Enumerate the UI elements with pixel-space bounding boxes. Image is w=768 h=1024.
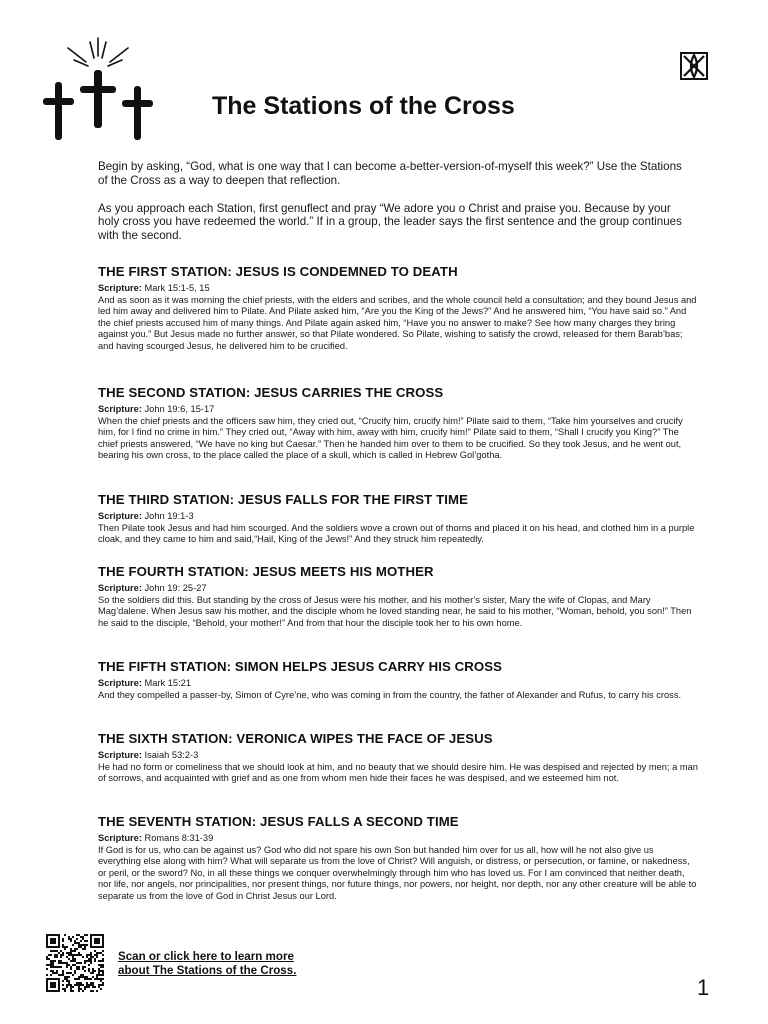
station-section bbox=[98, 731, 698, 785]
learn-more-link[interactable] bbox=[118, 950, 296, 978]
station-heading: THE FIFTH STATION: SIMON HELPS JESUS CARRY HIS CROSS bbox=[98, 659, 503, 674]
scripture-passage: And as soon as it was morning the chief priests, with the elders and scribes, and the whole council held a consultation; and they bound Jesus and led him away and delivered him to Pilate. And Pilate asked him, “Are you the King of the Jews?” And he answered him, “You have said so.” And the chief priests accused him of many things. And Pilate again asked him, “Have you no answer to make? See how many charges they bring against you.” But Jesus made no further answer, so that Pilate wondered. So Pilate, wishing to satisfy the crowd, released for them Barab’bas; and having scourged Jesus, he delivered him to be crucified. bbox=[98, 294, 697, 351]
station-section bbox=[98, 385, 698, 462]
scripture-reference: Scripture: Mark 15:1-5, 15 bbox=[98, 283, 210, 293]
three-crosses-icon bbox=[38, 36, 160, 144]
scripture-passage: So the soldiers did this. But standing by the cross of Jesus were his mother, and his mother’s sister, Mary the wife of Clopas, and Mary Mag’dalene. When Jesus saw his mother, and the disciple whom he loved standing near, he said to his mother, “Woman, behold, you son!” Then he said to the disciple, “Behold, your mother!” And from that hour the disciple took her to his own home. bbox=[98, 594, 692, 628]
learn-more-link-line: Scan or click here to learn more bbox=[118, 950, 294, 963]
scripture-passage: When the chief priests and the officers saw him, they cried out, “Crucify him, crucify him!” Pilate said to them, “Take him yourselves and crucify him, for I find no crime in him.” They cried out, “Away with him, away with him, crucify him!” Pilate said to them, “Shall I crucify you King?” The chief priests answered, “We have no king but Caesar.” Then he handed him over to them to be crucified. So they took Jesus, and he went out, bearing his own cross, to the place called the place of a skull, which is called in Hebrew Gol’gotha. bbox=[98, 415, 683, 460]
station-section bbox=[98, 264, 698, 352]
page-number: 1 bbox=[697, 975, 710, 1000]
station-heading: THE FIRST STATION: JESUS IS CONDEMNED TO DEATH bbox=[98, 264, 458, 279]
scripture-passage: And they compelled a passer-by, Simon of Cyre’ne, who was coming in from the country, the father of Alexander and Rufus, to carry his cross. bbox=[98, 689, 682, 700]
scripture-reference: Scripture: Romans 8:31-39 bbox=[98, 833, 214, 843]
station-heading: THE FOURTH STATION: JESUS MEETS HIS MOTHER bbox=[98, 564, 434, 579]
intro-paragraph: As you approach each Station, first genuflect and pray “We adore you o Christ and praise you. Because by your holy cross you have redeemed the world.” If in a group, the leader says the first sentence and the group continues with the second. bbox=[98, 201, 682, 243]
station-heading: THE SECOND STATION: JESUS CARRIES THE CROSS bbox=[98, 385, 444, 400]
station-section bbox=[98, 814, 698, 902]
dynamic-catholic-logo-icon bbox=[680, 52, 708, 80]
station-heading: THE SIXTH STATION: VERONICA WIPES THE FACE OF JESUS bbox=[98, 731, 493, 746]
scripture-passage: If God is for us, who can be against us? God who did not spare his own Son but handed him over for us all, how will he not also give us everything else along with him? What will separate us from the love of Christ? Will anguish, or distress, or persecution, or famine, or nakedness, or peril, or the sword? No, in all these things we conquer overwhelmingly through him who has loved us. For I am convinced that neither death, nor life, nor angels, nor principalities, nor present things, nor future things, nor powers, nor height, nor depth, nor any other creature will be able to separate us from the love of God in Christ Jesus our Lord. bbox=[98, 844, 697, 901]
station-section bbox=[98, 492, 698, 546]
intro-paragraph: Begin by asking, “God, what is one way that I can become a-better-version-of-myself this week?” Use the Stations of the Cross as a way to deepen that reflection. bbox=[98, 160, 682, 187]
station-heading: THE SEVENTH STATION: JESUS FALLS A SECOND TIME bbox=[98, 814, 459, 829]
scripture-reference: Scripture: Isaiah 53:2-3 bbox=[98, 750, 199, 760]
scripture-reference: Scripture: John 19: 25-27 bbox=[98, 583, 207, 593]
scripture-reference: Scripture: Mark 15:21 bbox=[98, 678, 192, 688]
scripture-passage: He had no form or comeliness that we should look at him, and no beauty that we should desire him. He was despised and rejected by men; a man of sorrows, and acquainted with grief and as one from whom men hide their faces he was despised, and we esteemed him not. bbox=[98, 761, 698, 783]
page-title: The Stations of the Cross bbox=[212, 92, 515, 120]
intro-section bbox=[98, 160, 683, 257]
qr-code-icon[interactable] bbox=[46, 934, 104, 992]
station-heading: THE THIRD STATION: JESUS FALLS FOR THE FIRST TIME bbox=[98, 492, 468, 507]
scripture-reference: Scripture: John 19:1-3 bbox=[98, 511, 194, 521]
station-section bbox=[98, 659, 698, 701]
station-section bbox=[98, 564, 698, 629]
scripture-reference: Scripture: John 19:6, 15-17 bbox=[98, 404, 215, 414]
learn-more-link-line: about The Stations of the Cross. bbox=[118, 964, 297, 977]
scripture-passage: Then Pilate took Jesus and had him scourged. And the soldiers wove a crown out of thorns and placed it on his head, and clothed him in a purple cloak, and they came to him and said,“Hail, King of the Jews!” And they struck him repeatedly. bbox=[98, 522, 695, 544]
